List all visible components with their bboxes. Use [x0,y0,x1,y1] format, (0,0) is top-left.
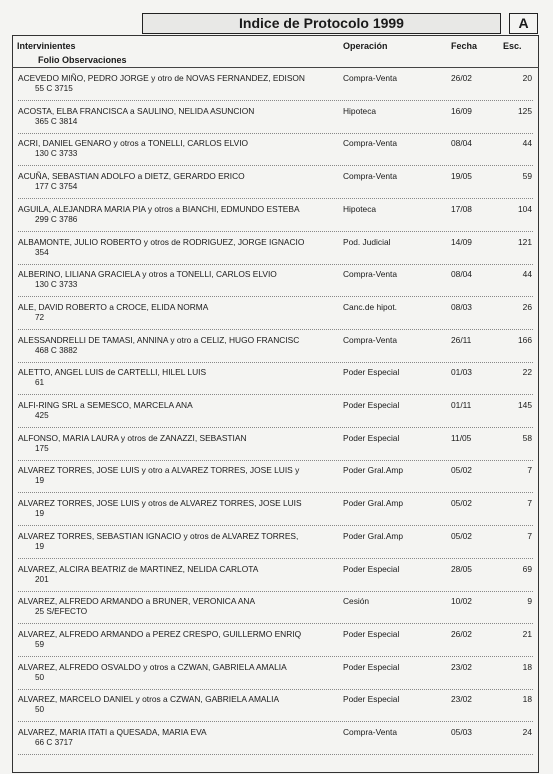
esc-cell: 44 [522,138,532,149]
folio-cell: 25 S/EFECTO [35,607,88,617]
operacion-cell: Pod. Judicial [343,236,391,247]
fecha-cell: 28/05 [451,563,472,574]
operacion-cell: Canc.de hipot. [343,301,398,312]
operacion-cell: Poder Especial [343,563,400,574]
intervinientes-cell: ALVAREZ, ALFREDO OSVALDO y otros a CZWAN, GABRIELA AMALIA [18,661,287,672]
table-row [13,723,538,755]
index-letter: A [509,13,538,34]
esc-cell: 121 [518,236,532,247]
table-row [13,363,538,395]
table-row [13,134,538,166]
intervinientes-cell: ALVAREZ, MARCELO DANIEL y otros a CZWAN, GABRIELA AMALIA [18,694,280,705]
operacion-cell: Compra-Venta [343,269,397,280]
intervinientes-cell: ALFONSO, MARIA LAURA y otros de ZANAZZI, SEBASTIAN [18,432,247,443]
table-row [13,265,538,297]
fecha-cell: 26/11 [451,334,472,345]
intervinientes-cell: ALVAREZ, MARIA ITATI a QUESADA, MARIA EVA [18,727,207,737]
folio-cell: 72 [35,312,45,322]
operacion-cell: Poder Especial [343,400,400,410]
fecha-cell: 05/02 [451,465,472,476]
esc-cell: 125 [518,105,532,116]
intervinientes-cell: ALVAREZ TORRES, JOSE LUIS y otro a ALVAREZ TORRES, JOSE LUIS y [18,465,300,476]
header-operacion: Operación [343,41,388,51]
header-folio: Folio Observaciones [38,55,127,65]
esc-cell: 145 [518,400,532,410]
document-title: Indice de Protocolo 1999 [142,13,501,34]
fecha-cell: 01/11 [451,400,472,410]
esc-cell: 24 [522,727,532,737]
table-row [13,658,538,690]
intervinientes-cell: ALVAREZ, ALFREDO ARMANDO a PEREZ CRESPO, GUILLERMO ENRIQ [18,628,302,639]
table-row [13,102,538,134]
intervinientes-cell: ALBAMONTE, JULIO ROBERTO y otros de RODRIGUEZ, JORGE IGNACIO [18,236,305,247]
table-row [13,396,538,428]
table-row [13,298,538,330]
folio-cell: 425 [35,411,49,420]
folio-cell: 201 [35,574,49,584]
folio-cell: 66 C 3717 [35,738,73,747]
esc-cell: 166 [518,334,532,345]
folio-cell: 299 C 3786 [35,214,78,224]
esc-cell: 21 [522,628,532,639]
esc-cell: 7 [527,530,532,541]
table-row [13,494,538,526]
operacion-cell: Compra-Venta [343,73,397,83]
folio-cell: 50 [35,672,45,682]
fecha-cell: 05/02 [451,498,472,509]
intervinientes-cell: ACOSTA, ELBA FRANCISCA a SAULINO, NELIDA ASUNCION [18,105,255,116]
operacion-cell: Compra-Venta [343,171,397,182]
fecha-cell: 26/02 [451,628,472,639]
fecha-cell: 01/03 [451,367,472,378]
intervinientes-cell: ACEVEDO MIÑO, PEDRO JORGE y otro de NOVAS FERNANDEZ, EDISON [18,73,305,83]
table-row [13,429,538,461]
fecha-cell: 26/02 [451,73,472,83]
intervinientes-cell: ALE, DAVID ROBERTO a CROCE, ELIDA NORMA [18,301,209,312]
operacion-cell: Compra-Venta [343,138,397,149]
operacion-cell: Hipoteca [343,105,377,116]
table-row [13,167,538,199]
intervinientes-cell: ALFI-RING SRL a SEMESCO, MARCELA ANA [18,400,193,410]
esc-cell: 59 [522,171,532,182]
table-row [13,560,538,592]
esc-cell: 7 [527,498,532,509]
esc-cell: 20 [522,73,532,83]
operacion-cell: Poder Especial [343,367,400,378]
folio-cell: 50 [35,705,45,715]
folio-cell: 468 C 3882 [35,345,78,355]
table-row [13,690,538,722]
operacion-cell: Poder Especial [343,694,400,705]
table-row [13,69,538,101]
fecha-cell: 05/02 [451,530,472,541]
fecha-cell: 19/05 [451,171,472,182]
header-esc: Esc. [503,41,522,51]
operacion-cell: Poder Gral.Amp [343,465,404,476]
esc-cell: 58 [522,432,532,443]
fecha-cell: 08/04 [451,138,472,149]
esc-cell: 69 [522,563,532,574]
folio-cell: 55 C 3715 [35,84,73,93]
intervinientes-cell: ALVAREZ TORRES, SEBASTIAN IGNACIO y otros de ALVAREZ TORRES, [18,530,299,541]
fecha-cell: 05/03 [451,727,472,737]
folio-cell: 19 [35,541,45,551]
esc-cell: 18 [522,694,532,705]
fecha-cell: 08/03 [451,301,472,312]
folio-cell: 365 C 3814 [35,116,78,126]
operacion-cell: Poder Especial [343,628,400,639]
esc-cell: 44 [522,269,532,280]
folio-cell: 59 [35,639,45,649]
table-row [13,200,538,232]
intervinientes-cell: ACUÑA, SEBASTIAN ADOLFO a DIETZ, GERARDO ERICO [18,171,245,182]
table-row [13,592,538,624]
operacion-cell: Poder Especial [343,432,400,443]
fecha-cell: 11/05 [451,432,472,443]
header-fecha: Fecha [451,41,478,51]
intervinientes-cell: ALETTO, ANGEL LUIS de CARTELLI, HILEL LUIS [18,367,207,378]
intervinientes-cell: ALVAREZ TORRES, JOSE LUIS y otros de ALVAREZ TORRES, JOSE LUIS [18,498,302,509]
intervinientes-cell: AGUILA, ALEJANDRA MARIA PIA y otros a BIANCHI, EDMUNDO ESTEBA [18,203,300,214]
folio-cell: 130 C 3733 [35,149,78,159]
operacion-cell: Compra-Venta [343,334,397,345]
fecha-cell: 10/02 [451,596,472,607]
fecha-cell: 08/04 [451,269,472,280]
folio-cell: 61 [35,378,45,388]
header-intervinientes: Intervinientes [17,41,76,51]
operacion-cell: Hipoteca [343,203,377,214]
esc-cell: 7 [527,465,532,476]
row-separator [18,754,533,755]
fecha-cell: 23/02 [451,661,472,672]
fecha-cell: 14/09 [451,236,472,247]
esc-cell: 18 [522,661,532,672]
folio-cell: 175 [35,443,49,453]
operacion-cell: Poder Gral.Amp [343,530,404,541]
intervinientes-cell: ALVAREZ, ALFREDO ARMANDO a BRUNER, VERONICA ANA [18,596,256,607]
esc-cell: 9 [527,596,532,607]
table-row [13,625,538,657]
operacion-cell: Poder Gral.Amp [343,498,404,509]
folio-cell: 177 C 3754 [35,182,78,192]
intervinientes-cell: ALESSANDRELLI DE TAMASI, ANNINA y otro a CELIZ, HUGO FRANCISC [18,334,300,345]
header-divider [12,67,539,68]
intervinientes-cell: ACRI, DANIEL GENARO y otros a TONELLI, CARLOS ELVIO [18,138,249,149]
fecha-cell: 23/02 [451,694,472,705]
table-row [13,461,538,493]
fecha-cell: 16/09 [451,105,472,116]
operacion-cell: Compra-Venta [343,727,397,737]
folio-cell: 19 [35,509,45,519]
table-row [13,233,538,265]
esc-cell: 22 [522,367,532,378]
folio-cell: 354 [35,247,49,257]
folio-cell: 19 [35,476,45,486]
fecha-cell: 17/08 [451,203,472,214]
folio-cell: 130 C 3733 [35,280,78,290]
operacion-cell: Cesión [343,596,370,607]
intervinientes-cell: ALVAREZ, ALCIRA BEATRIZ de MARTINEZ, NELIDA CARLOTA [18,563,259,574]
intervinientes-cell: ALBERINO, LILIANA GRACIELA y otros a TONELLI, CARLOS ELVIO [18,269,277,280]
operacion-cell: Poder Especial [343,661,400,672]
table-row [13,331,538,363]
esc-cell: 104 [518,203,532,214]
esc-cell: 26 [522,301,532,312]
table-row [13,527,538,559]
